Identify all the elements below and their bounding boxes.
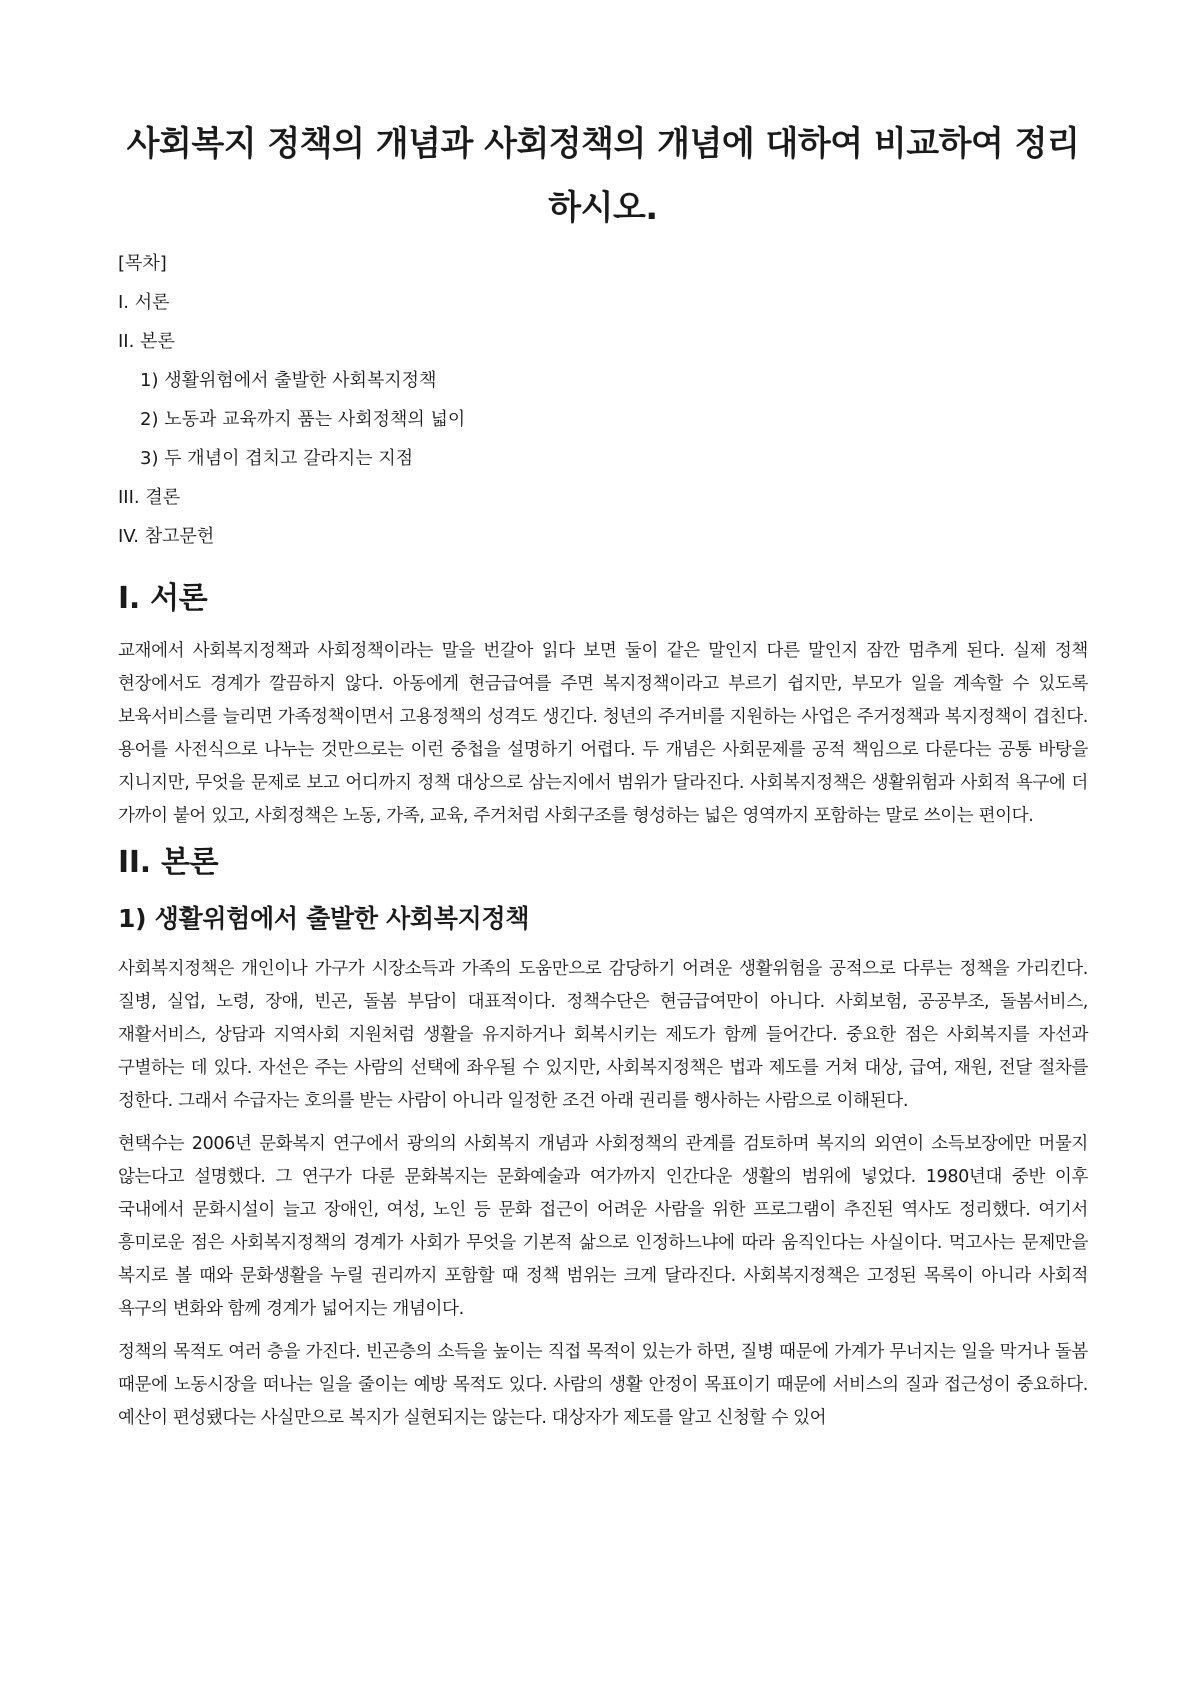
section-introduction — [118, 579, 1088, 833]
toc-item-references: IV. 참고문헌 — [118, 526, 215, 547]
toc-item-body-1: 1) 생활위험에서 출발한 사회복지정책 — [140, 370, 437, 391]
intro-paragraph: 교재에서 사회복지정책과 사회정책이라는 말을 번갈아 읽다 보면 둘이 같은 말인지 다른 말인지 잠깐 멈추게 된다. 실제 정책 현장에서도 경계가 깔끔하지 않다. 아동에게 현금급여를 주면 복지정책이라고 부르기 쉽지만, 부모가 일을 계속할 수 있도록 보육서비스를 늘리면 가족정책이면서 고용정책의 성격도 생긴다. 청년의 주거비를 지원하는 사업은 주거정책과 복지정책이 겹친다. 용어를 사전식으로 나누는 것만으로는 이런 중첩을 설명하기 어렵다. 두 개념은 사회문제를 공적 책임으로 다룬다는 공통 바탕을 지니지만, 무엇을 문제로 보고 어디까지 정책 대상으로 삼는지에서 범위가 달라진다. 사회복지정책은 생활위험과 사회적 욕구에 더 가까이 붙어 있고, 사회정책은 노동, 가족, 교육, 주거처럼 사회구조를 형성하는 넓은 영역까지 포함하는 말로 쓰이는 편이다. — [118, 641, 1088, 826]
subsection-heading-1: 1) 생활위험에서 출발한 사회복지정책 — [118, 904, 530, 933]
body-paragraph-3: 정책의 목적도 여러 층을 가진다. 빈곤층의 소득을 높이는 직접 목적이 있는가 하면, 질병 때문에 가계가 무너지는 일을 막거나 돌봄 때문에 노동시장을 떠나는 일을 줄이는 예방 목적도 있다. 사람의 생활 안정이 목표이기 때문에 서비스의 질과 접근성이 중요하다. 예산이 편성됐다는 사실만으로 복지가 실현되지는 않는다. 대상자가 제도를 알고 신청할 수 있어 — [118, 1342, 1088, 1428]
section-heading-body: II. 본론 — [118, 845, 219, 880]
toc-heading: [목차] — [118, 253, 167, 274]
document-title: 사회복지 정책의 개념과 사회정책의 개념에 대하여 비교하여 정리하시오. — [126, 124, 1080, 228]
table-of-contents — [118, 252, 1088, 549]
toc-item-body: II. 본론 — [118, 331, 175, 352]
toc-item-conclusion: III. 결론 — [118, 487, 181, 508]
body-paragraph-1: 사회복지정책은 개인이나 가구가 시장소득과 가족의 도움만으로 감당하기 어려운 생활위험을 공적으로 다루는 정책을 가리킨다. 질병, 실업, 노령, 장애, 빈곤, 돌봄 부담이 대표적이다. 정책수단은 현금급여만이 아니다. 사회보험, 공공부조, 돌봄서비스, 재활서비스, 상담과 지역사회 지원처럼 생활을 유지하거나 회복시키는 제도가 함께 들어간다. 중요한 점은 사회복지를 자선과 구별하는 데 있다. 자선은 주는 사람의 선택에 좌우될 수 있지만, 사회복지정책은 법과 제도를 거쳐 대상, 급여, 재원, 전달 절차를 정한다. 그래서 수급자는 호의를 받는 사람이 아니라 일정한 조건 아래 권리를 행사하는 사람으로 이해된다. — [118, 959, 1088, 1111]
body-paragraph-2: 현택수는 2006년 문화복지 연구에서 광의의 사회복지 개념과 사회정책의 관계를 검토하며 복지의 외연이 소득보장에만 머물지 않는다고 설명했다. 그 연구가 다룬 문화복지는 문화예술과 여가까지 인간다운 생활의 범위에 넣었다. 1980년대 중반 이후 국내에서 문화시설이 늘고 장애인, 여성, 노인 등 문화 접근이 어려운 사람을 위한 프로그램이 추진된 역사도 정리했다. 여기서 흥미로운 점은 사회복지정책의 경계가 사회가 무엇을 기본적 삶으로 인정하느냐에 따라 움직인다는 사실이다. 먹고사는 문제만을 복지로 볼 때와 문화생활을 누릴 권리까지 포함할 때 정책 범위는 크게 달라진다. 사회복지정책은 고정된 목록이 아니라 사회적 욕구의 변화와 함께 경계가 넓어지는 개념이다. — [118, 1134, 1088, 1319]
toc-item-intro: I. 서론 — [118, 292, 170, 313]
toc-item-body-3: 3) 두 개념이 겹치고 갈라지는 지점 — [140, 448, 414, 469]
section-body — [118, 843, 1088, 1435]
toc-item-body-2: 2) 노동과 교육까지 품는 사회정책의 넓이 — [140, 409, 466, 430]
section-heading-introduction: I. 서론 — [118, 581, 208, 616]
